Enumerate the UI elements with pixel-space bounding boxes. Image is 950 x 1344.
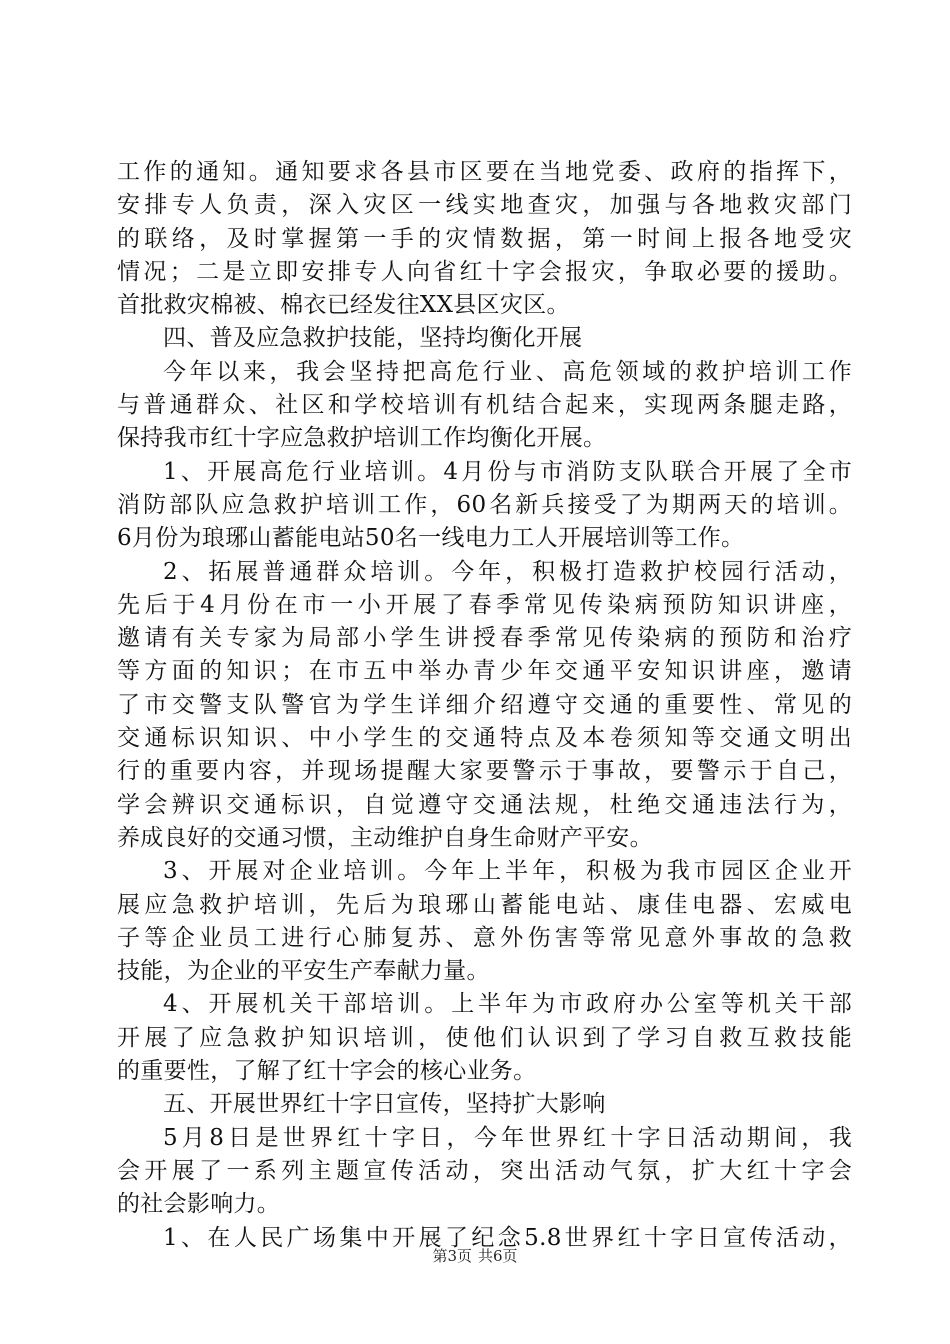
section-heading-5: 五、开展世界红十字日宣传，坚持扩大影响 [163,1091,606,1118]
text-line: 了市交警支队警官为学生详细介绍遵守交通的重要性、常见的 [117,691,852,718]
list-item: 4、开展机关干部培训。上半年为市政府办公室等机关干部 [163,991,852,1018]
list-item: 1、开展高危行业培训。4月份与市消防支队联合开展了全市 [163,458,852,485]
text-line: 安排专人负责，深入灾区一线实地查灾，加强与各地救灾部门 [117,192,852,219]
text-line: 5月8日是世界红十字日，今年世界红十字日活动期间，我 [163,1124,852,1151]
page-total: 共6页 [478,1247,518,1265]
text-line: 消防部队应急救护培训工作，60名新兵接受了为期两天的培训。 [117,491,852,518]
text-line: 展应急救护培训，先后为琅琊山蓄能电站、康佳电器、宏威电 [117,891,852,918]
text-line: 情况；二是立即安排专人向省红十字会报灾，争取必要的援助。 [117,258,852,285]
page-number: 第3页 [432,1247,472,1265]
text-line: 会开展了一系列主题宣传活动，突出活动气氛，扩大红十字会 [117,1157,852,1184]
document-body [117,156,852,1255]
text-line: 今年以来，我会坚持把高危行业、高危领域的救护培训工作 [163,358,852,385]
text-line: 养成良好的交通习惯，主动维护自身生命财产平安。 [117,824,653,851]
text-line: 开展了应急救护知识培训，使他们认识到了学习自救互救技能 [117,1024,852,1051]
text-line: 首批救灾棉被、棉衣已经发往XX县区灾区。 [117,292,570,319]
text-line: 的社会影响力。 [117,1191,281,1218]
page-footer [0,1246,950,1266]
text-line: 学会辨识交通标识，自觉遵守交通法规，杜绝交通违法行为， [117,791,852,818]
text-line: 等方面的知识；在市五中举办青少年交通平安知识讲座，邀请 [117,658,852,685]
text-line: 的联络，及时掌握第一手的灾情数据，第一时间上报各地受灾 [117,225,852,252]
text-line: 与普通群众、社区和学校培训有机结合起来，实现两条腿走路， [117,392,852,419]
text-line: 行的重要内容，并现场提醒大家要警示于事故，要警示于自己， [117,758,852,785]
text-line: 的重要性，了解了红十字会的核心业务。 [117,1058,537,1085]
text-line: 工作的通知。通知要求各县市区要在当地党委、政府的指挥下， [117,159,852,185]
text-line: 技能，为企业的平安生产奉献力量。 [117,958,490,985]
text-line: 保持我市红十字应急救护培训工作均衡化开展。 [117,425,607,452]
text-line: 6月份为琅琊山蓄能电站50名一线电力工人开展培训等工作。 [117,525,745,552]
text-line: 子等企业员工进行心肺复苏、意外伤害等常见意外事故的急救 [117,924,852,951]
list-item: 2、拓展普通群众培训。今年，积极打造救护校园行活动， [163,558,852,585]
section-heading-4: 四、普及应急救护技能，坚持均衡化开展 [163,325,583,352]
text-line: 先后于4月份在市一小开展了春季常见传染病预防知识讲座， [117,591,852,618]
text-line: 邀请有关专家为局部小学生讲授春季常见传染病的预防和治疗 [117,625,852,652]
list-item: 1、在人民广场集中开展了纪念5.8世界红十字日宣传活动， [163,1224,852,1251]
text-line: 交通标识知识、中小学生的交通特点及本卷须知等交通文明出 [117,725,852,752]
list-item: 3、开展对企业培训。今年上半年，积极为我市园区企业开 [163,858,852,885]
